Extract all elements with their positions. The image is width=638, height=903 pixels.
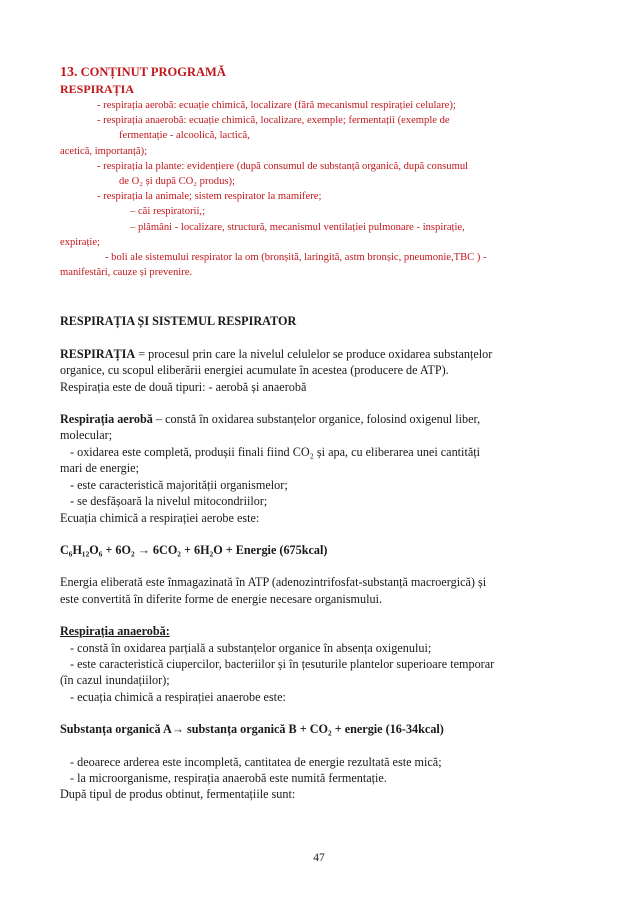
program-heading: [60, 64, 590, 81]
program-title: CONȚINUT PROGRAMĂ: [80, 65, 226, 79]
program-item: manifestări, cauze și prevenire.: [60, 267, 193, 279]
anaerobic-heading: Respirația anaerobă:: [60, 624, 170, 639]
main-title: RESPIRAȚIA ȘI SISTEMUL RESPIRATOR: [60, 314, 297, 329]
definition: [60, 346, 590, 362]
program-item: - respirația aerobă: ecuație chimică, localizare (fără mecanismul respirației celulare);: [97, 100, 456, 111]
atp-paragraph-cont: este convertită în diferite forme de energie necesare organismului.: [60, 591, 383, 606]
anaerobic-equation: Substanța organică A→ substanța organică B + CO₂ + energie (16-34kcal): [60, 722, 444, 737]
aerobic-term: Respirația aerobă: [60, 412, 153, 427]
program-item: – căi respiratorii,;: [130, 206, 206, 218]
aerobic-text: – constă în oxidarea substanțelor organice, folosind oxigenul liber,: [152, 412, 481, 427]
fermentation-intro: După tipul de produs obtinut, fermentațiile sunt:: [60, 787, 296, 802]
aerobic-bullet: - este caracteristică majorității organismelor;: [70, 477, 288, 492]
anaerobic-bullet-cont: (în cazul inundațiilor);: [60, 673, 170, 688]
aerobic-bullet: - oxidarea este completă, produșii finali fiind CO₂ și apa, cu eliberarea unei cantități: [70, 444, 481, 459]
program-number: 13.: [60, 65, 78, 80]
program-item: - boli ale sistemului respirator la om (bronșită, laringită, astm bronșic, pneumonie,TBC ) -: [105, 252, 487, 264]
program-section: RESPIRAȚIA: [60, 82, 135, 96]
aerobic-text-cont: molecular;: [60, 428, 113, 443]
program-item: – plămâni - localizare, structură, mecanismul ventilației pulmonare - inspirație,: [130, 221, 465, 233]
program-item: - respirația la animale; sistem respirator la mamifere;: [97, 191, 322, 203]
definition-text-cont: organice, cu scopul eliberării energiei acumulate în acestea (producere de ATP).: [60, 363, 449, 378]
anaerobic-bullet: - constă în oxidarea parțială a substanțelor organice în absența oxigenului;: [70, 640, 432, 655]
aerobic-equation-intro: Ecuația chimică a respirației aerobe este:: [60, 510, 260, 525]
anaerobic-bullet: - este caracteristică ciupercilor, bacteriilor și în țesuturile plantelor superioare temporar: [70, 656, 495, 671]
atp-paragraph: Energia eliberată este înmagazinată în ATP (adenozintrifosfat-substanță macroergică) și: [60, 575, 487, 590]
aerobic-bullet-cont: mari de energie;: [60, 461, 139, 476]
definition-term: RESPIRAȚIA: [60, 346, 136, 361]
program-item: acetică, importanță);: [60, 145, 148, 157]
definition-text: = procesul prin care la nivelul celulelor se produce oxidarea substanțelor: [135, 346, 493, 361]
anaerobic-bullet: - ecuația chimică a respirației anaerobe este:: [70, 689, 286, 704]
respiration-types: Respirația este de două tipuri: - aerobă și anaerobă: [60, 379, 307, 394]
program-item: expirație;: [60, 236, 101, 248]
aerobic-definition: [60, 411, 590, 427]
program-item: fermentație - alcoolică, lactică,: [119, 130, 250, 142]
program-item: - respirația anaerobă: ecuație chimică, localizare, exemple; fermentații (exemple de: [97, 115, 450, 127]
closing-bullet: - la microorganisme, respirația anaerobă este numită fermentație.: [70, 770, 387, 785]
aerobic-equation: C₆H₁₂O₆ + 6O₂ → 6CO₂ + 6H₂O + Energie (675kcal): [60, 542, 328, 557]
document-page: [60, 64, 590, 803]
program-item: - respirația la plante: evidențiere (după consumul de substanță organică, după consumul: [97, 160, 469, 172]
program-item: de O₂ și după CO₂ produs);: [119, 176, 235, 188]
aerobic-bullet: - se desfășoară la nivelul mitocondriilor;: [70, 494, 268, 509]
page-number: 47: [313, 852, 325, 864]
closing-bullet: - deoarece arderea este incompletă, cantitatea de energie rezultată este mică;: [70, 754, 442, 769]
